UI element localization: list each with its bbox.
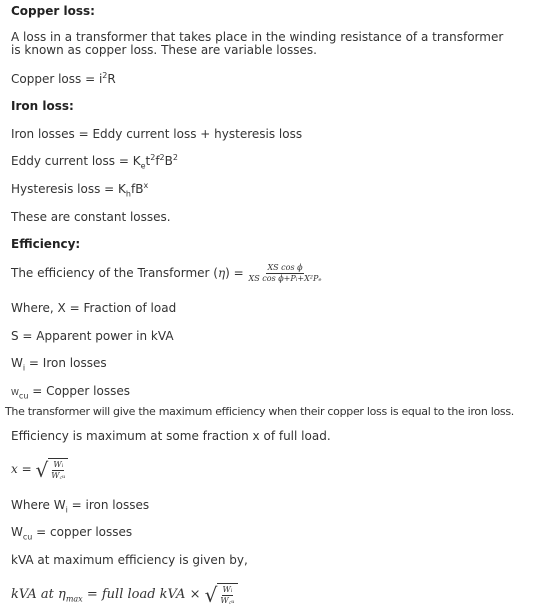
copper-loss-description-line-1: A loss in a transformer that takes place in the winding resistance of a transformer bbox=[11, 30, 504, 44]
x-sqrt-denominator: W꜀ᵤ bbox=[51, 471, 66, 480]
where-wi-definition bbox=[11, 498, 150, 515]
final-sqrt bbox=[205, 583, 238, 606]
final-sqrt-numerator: Wᵢ bbox=[222, 585, 233, 594]
eddy-t-exp: 2 bbox=[150, 153, 156, 162]
eddy-sub: e bbox=[140, 161, 146, 171]
where-wi-def: = iron losses bbox=[67, 498, 150, 512]
eta-symbol: η bbox=[217, 266, 226, 280]
copper-loss-description-line-2: is known as copper loss. These are variable losses. bbox=[11, 43, 317, 57]
eddy-current-formula bbox=[11, 153, 178, 171]
max-efficiency-statement: The transformer will give the maximum efficiency when their copper loss is equal to the iron loss. bbox=[5, 405, 514, 418]
where-wi-sub: i bbox=[65, 505, 68, 515]
wcu2-sub: cu bbox=[22, 532, 33, 542]
x-sqrt-numerator: Wᵢ bbox=[53, 460, 64, 469]
eddy-b: B bbox=[164, 154, 173, 168]
eddy-f-exp: 2 bbox=[159, 153, 165, 162]
s-definition: S = Apparent power in kVA bbox=[11, 329, 174, 343]
wcu2-def: = copper losses bbox=[32, 525, 133, 539]
x-equals: x = bbox=[11, 462, 32, 476]
wi-label: W bbox=[11, 356, 23, 370]
wcu-label: W bbox=[11, 388, 19, 397]
eddy-f: f bbox=[155, 154, 160, 168]
x-sqrt bbox=[35, 458, 68, 481]
kva-max-text: kVA at maximum efficiency is given by, bbox=[11, 553, 248, 567]
final-rhs: = full load kVA × bbox=[86, 587, 201, 602]
max-efficiency-fraction-text: Efficiency is maximum at some fraction x of full load. bbox=[11, 429, 331, 443]
copper-formula-i: i bbox=[98, 72, 103, 86]
wi-def: = Iron losses bbox=[25, 356, 107, 370]
hyst-exp: x bbox=[143, 181, 149, 190]
wi-sub: i bbox=[22, 363, 26, 373]
efficiency-numerator: XS cos ϕ bbox=[267, 263, 303, 272]
final-sqrt-denominator: W꜀ᵤ bbox=[220, 596, 235, 605]
wi-definition bbox=[11, 356, 107, 373]
eddy-t: t bbox=[145, 154, 151, 168]
copper-loss-formula bbox=[11, 72, 116, 86]
wcu-def: = Copper losses bbox=[28, 384, 130, 398]
where-x-definition: Where, X = Fraction of load bbox=[11, 301, 177, 315]
iron-losses-line: Iron losses = Eddy current loss + hysteresis loss bbox=[11, 127, 303, 141]
eddy-b-exp: 2 bbox=[172, 153, 178, 162]
wcu2-definition bbox=[11, 525, 133, 542]
efficiency-heading: Efficiency: bbox=[11, 237, 81, 251]
wcu2-label: W bbox=[11, 525, 23, 539]
final-sqrt-fraction bbox=[217, 583, 237, 606]
final-lhs-sub: max bbox=[65, 594, 83, 604]
final-lhs: kVA at η bbox=[11, 587, 66, 602]
hyst-fb: fB bbox=[130, 182, 144, 196]
final-formula bbox=[11, 582, 238, 608]
efficiency-text: The efficiency of the Transformer ( bbox=[11, 266, 218, 280]
sqrt-radical: √ bbox=[35, 457, 49, 482]
constant-losses-text: These are constant losses. bbox=[11, 210, 171, 224]
final-sqrt-radical: √ bbox=[204, 582, 218, 607]
iron-loss-heading: Iron loss: bbox=[11, 99, 74, 113]
hyst-label: Hysteresis loss = K bbox=[11, 182, 126, 196]
hysteresis-formula bbox=[11, 181, 149, 199]
eddy-label: Eddy current loss = K bbox=[11, 154, 141, 168]
efficiency-text-end: ) = bbox=[225, 266, 244, 280]
efficiency-formula bbox=[11, 262, 322, 284]
x-formula bbox=[11, 456, 68, 482]
where-wi-label: Where W bbox=[11, 498, 66, 512]
hyst-sub: h bbox=[125, 189, 131, 199]
efficiency-fraction bbox=[248, 263, 323, 284]
copper-loss-formula-label: Copper loss = bbox=[11, 72, 99, 86]
wcu-sub: cu bbox=[18, 391, 29, 401]
x-sqrt-fraction bbox=[48, 458, 68, 481]
copper-formula-r: R bbox=[107, 72, 116, 86]
wcu-definition bbox=[11, 384, 130, 400]
efficiency-denominator: XS cos ϕ+Pᵢ+X²Pₑ bbox=[248, 274, 322, 283]
copper-formula-exponent: 2 bbox=[102, 71, 108, 80]
copper-loss-heading: Copper loss: bbox=[11, 4, 95, 18]
